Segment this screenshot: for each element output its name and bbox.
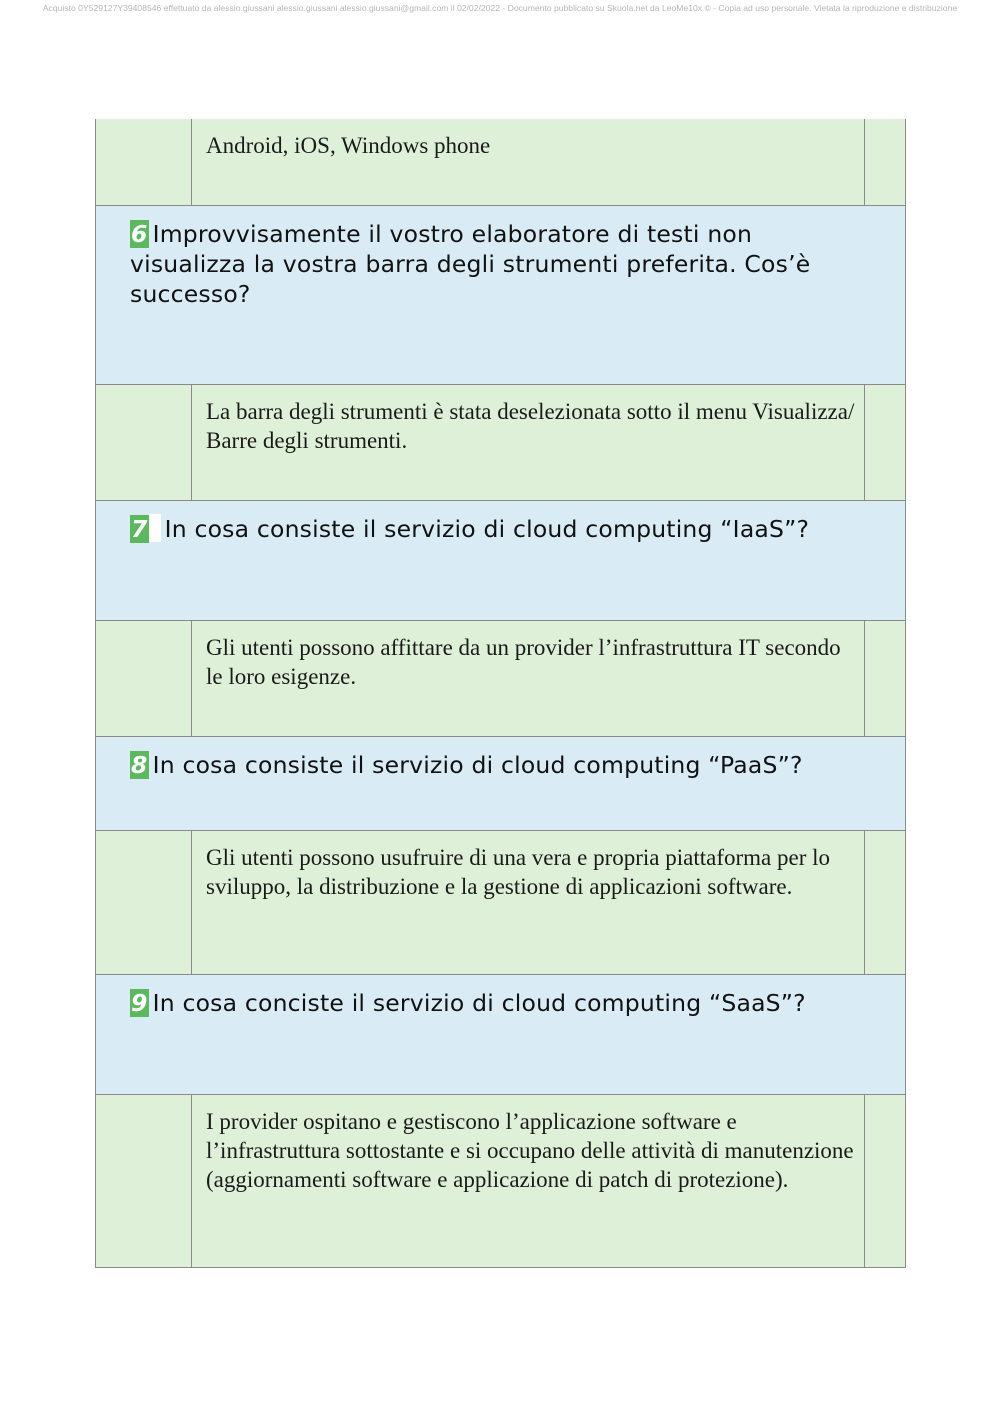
answer-row-right-cell [864,119,905,205]
answer-row [95,385,906,500]
badge-gap [149,514,161,542]
question-label: In cosa conciste il servizio di cloud computing “SaaS”? [152,989,806,1017]
answer-row [95,119,906,205]
answer-row-left-cell [96,621,192,736]
answer-row-left-cell [96,831,192,974]
question-number-badge: 8 [131,751,148,779]
answer-row [95,1095,906,1267]
question-row-8 [95,736,906,831]
answer-row-right-cell [864,621,905,736]
question-label: In cosa consiste il servizio di cloud computing “PaaS”? [152,751,803,779]
question-row-6 [95,205,906,385]
question-label: In cosa consiste il servizio di cloud computing “IaaS”? [164,515,810,543]
answer-text: Gli utenti possono usufruire di una vera e propria piattaforma per lo sviluppo, la distribuzione e la gestione di applicazioni software. [206,845,831,899]
watermark: Acquisto 0Y529127Y39408546 effettuato da alessio.giussani alessio.giussani alessio.giussani@gmail.com il 02/02/2022 - Documento pubblicato su Skuola.net da LeoMe10x © - Copia ad uso personale. Vietata la riproduzione e distribuzione [42,3,958,13]
question-row-9 [95,974,906,1095]
question-text [130,219,860,309]
answer-row-left-cell [96,119,192,205]
question-number-badge: 6 [131,220,148,248]
answer-row [95,831,906,974]
question-text [130,988,860,1018]
answer-row-right-cell [864,385,905,500]
question-text [130,514,860,544]
question-number-badge: 9 [131,989,148,1017]
question-label: Improvvisamente il vostro elaboratore di testi non visualizza la vostra barra degli strumenti preferita. Cos’è successo? [130,220,811,308]
answer-row [95,621,906,736]
answer-row-left-cell [96,1095,192,1267]
answer-row-left-cell [96,385,192,500]
answer-row-right-cell [864,1095,905,1267]
answer-text: I provider ospitano e gestiscono l’applicazione software e l’infrastruttura sottostante e si occupano delle attività di manutenzione (aggiornamenti software e applicazione di patch di protezione). [206,1109,854,1192]
answer-row-right-cell [864,831,905,974]
question-number-badge: 7 [131,515,148,543]
question-row-7 [95,500,906,621]
table-bottom-border [95,1267,906,1268]
answer-text: Android, iOS, Windows phone [206,133,491,158]
answer-text: La barra degli strumenti è stata deselezionata sotto il menu Visualizza/ Barre degli strumenti. [206,399,855,453]
question-text [130,750,860,780]
answer-text: Gli utenti possono affittare da un provider l’infrastruttura IT secondo le loro esigenze. [206,635,841,689]
